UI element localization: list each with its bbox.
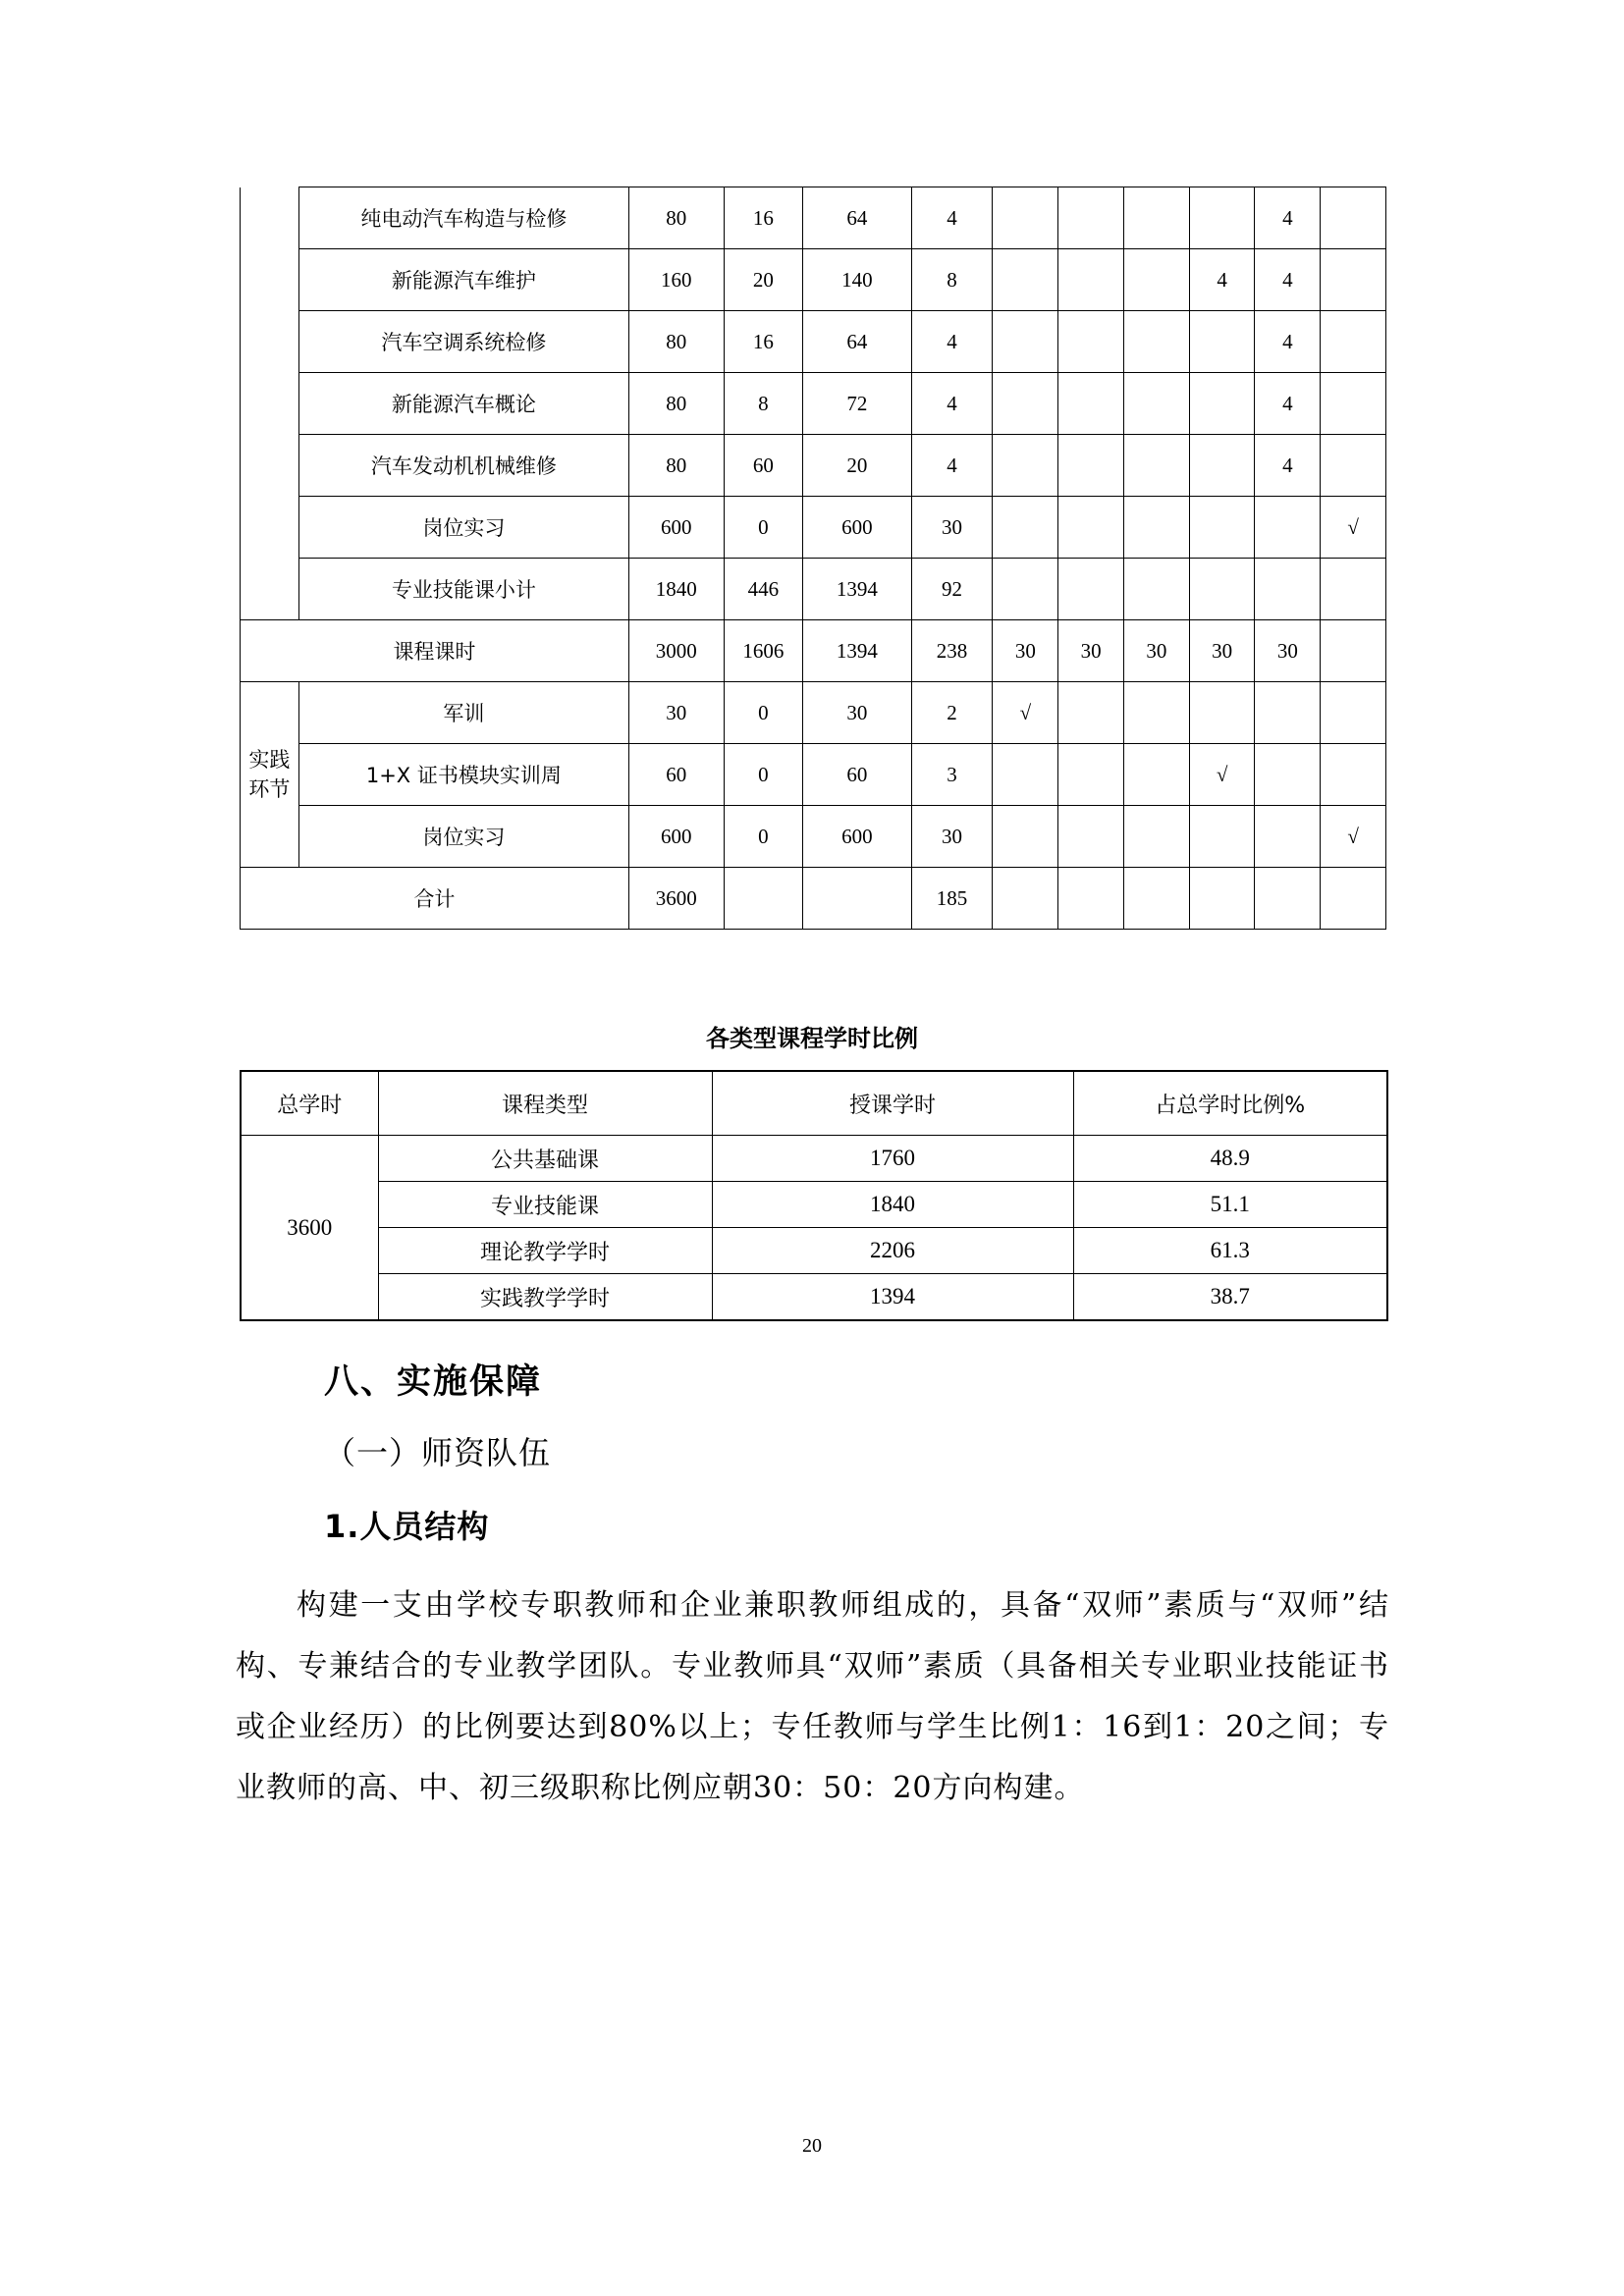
term-5 (1255, 682, 1321, 744)
course-credits: 4 (911, 435, 993, 497)
grand-total-hours: 3600 (628, 868, 724, 930)
subtotal-total: 1840 (628, 559, 724, 620)
course-theory: 0 (724, 497, 803, 559)
term-4 (1189, 187, 1255, 249)
term-3 (1123, 373, 1189, 435)
row-spacer (241, 249, 299, 311)
course-theory: 60 (724, 435, 803, 497)
subsection-heading-one: （一）师资队伍 (324, 1434, 552, 1471)
course-practice: 600 (803, 497, 911, 559)
percent-of-total: 48.9 (1073, 1136, 1387, 1182)
body-paragraph: 构建一支由学校专职教师和企业兼职教师组成的，具备“双师”素质与“双师”结构、专兼结合的专业教学团队。专业教师具“双师”素质（具备相关专业职业技能证书或企业经历）的比例要达到80%以上；专任教师与学生比例1：16到1：20之间；专业教师的高、中、初三级职称比例应朝30：50：20方向构建。 (236, 1588, 1389, 1805)
subtotal-theory: 446 (724, 559, 803, 620)
table-row (241, 1274, 1387, 1321)
course-credits: 4 (911, 311, 993, 373)
practice-name: 岗位实习 (298, 806, 628, 868)
term-6 (1321, 559, 1386, 620)
subtotal-label: 专业技能课小计 (298, 559, 628, 620)
term-4: 30 (1189, 620, 1255, 682)
term-3 (1123, 744, 1189, 806)
section-heading-eight: 八、实施保障 (324, 1362, 543, 1402)
course-credits: 4 (911, 373, 993, 435)
page-number: 20 (802, 2135, 822, 2157)
term-2 (1058, 682, 1124, 744)
course-type: 公共基础课 (378, 1136, 712, 1182)
term-5: 4 (1255, 187, 1321, 249)
course-practice: 64 (803, 187, 911, 249)
table-row (241, 373, 1386, 435)
grand-total-label: 合计 (241, 868, 629, 930)
term-4: 4 (1189, 249, 1255, 311)
table-row (241, 806, 1386, 868)
term-1 (993, 744, 1058, 806)
term-2 (1058, 806, 1124, 868)
course-theory: 8 (724, 373, 803, 435)
term-6 (1321, 373, 1386, 435)
term-3 (1123, 868, 1189, 930)
term-6 (1321, 249, 1386, 311)
term-5 (1255, 806, 1321, 868)
term-5: 4 (1255, 373, 1321, 435)
course-practice: 20 (803, 435, 911, 497)
header-teaching-hours: 授课学时 (712, 1071, 1073, 1136)
practice-total: 30 (628, 682, 724, 744)
term-5 (1255, 559, 1321, 620)
practice-total: 60 (628, 744, 724, 806)
percent-of-total: 38.7 (1073, 1274, 1387, 1321)
term-1: 30 (993, 620, 1058, 682)
term-1 (993, 559, 1058, 620)
term-2 (1058, 868, 1124, 930)
term-4: √ (1189, 744, 1255, 806)
term-3 (1123, 497, 1189, 559)
table-row (241, 249, 1386, 311)
course-name: 汽车发动机机械维修 (298, 435, 628, 497)
practice-theory: 0 (724, 682, 803, 744)
table-row (241, 435, 1386, 497)
grand-total-theory (724, 868, 803, 930)
term-5: 4 (1255, 249, 1321, 311)
term-5 (1255, 744, 1321, 806)
term-5: 30 (1255, 620, 1321, 682)
table-row-subtotal (241, 559, 1386, 620)
practice-practice: 600 (803, 806, 911, 868)
term-4 (1189, 682, 1255, 744)
term-2 (1058, 187, 1124, 249)
grand-total-credits: 185 (911, 868, 993, 930)
header-percent: 占总学时比例% (1073, 1071, 1387, 1136)
term-6 (1321, 187, 1386, 249)
practice-credits: 2 (911, 682, 993, 744)
percent-of-total: 51.1 (1073, 1182, 1387, 1228)
term-3 (1123, 682, 1189, 744)
grand-total-practice (803, 868, 911, 930)
course-hours-credits: 238 (911, 620, 993, 682)
course-total: 600 (628, 497, 724, 559)
term-2 (1058, 497, 1124, 559)
table-row (241, 497, 1386, 559)
course-name: 汽车空调系统检修 (298, 311, 628, 373)
term-5 (1255, 497, 1321, 559)
term-4 (1189, 311, 1255, 373)
term-2 (1058, 435, 1124, 497)
term-2 (1058, 559, 1124, 620)
teaching-hours: 1840 (712, 1182, 1073, 1228)
course-name: 岗位实习 (298, 497, 628, 559)
subtotal-practice: 1394 (803, 559, 911, 620)
term-2 (1058, 249, 1124, 311)
course-credits: 4 (911, 187, 993, 249)
term-6 (1321, 868, 1386, 930)
practice-name: 军训 (298, 682, 628, 744)
course-name: 新能源汽车维护 (298, 249, 628, 311)
term-1: √ (993, 682, 1058, 744)
term-5 (1255, 868, 1321, 930)
term-6 (1321, 744, 1386, 806)
course-hours-theory: 1606 (724, 620, 803, 682)
term-4 (1189, 806, 1255, 868)
term-3 (1123, 435, 1189, 497)
term-6: √ (1321, 497, 1386, 559)
table-row (241, 187, 1386, 249)
table-row (241, 744, 1386, 806)
term-6 (1321, 311, 1386, 373)
table-header-row (241, 1071, 1387, 1136)
term-4 (1189, 435, 1255, 497)
course-hour-ratio-table (240, 1070, 1388, 1321)
table-row (241, 682, 1386, 744)
course-total: 160 (628, 249, 724, 311)
term-2: 30 (1058, 620, 1124, 682)
course-total: 80 (628, 311, 724, 373)
table-row-grandtotal (241, 868, 1386, 930)
item-heading-personnel-structure: 1.人员结构 (324, 1508, 490, 1545)
course-type: 实践教学学时 (378, 1274, 712, 1321)
term-5: 4 (1255, 435, 1321, 497)
practice-total: 600 (628, 806, 724, 868)
term-2 (1058, 311, 1124, 373)
practice-credits: 3 (911, 744, 993, 806)
term-6 (1321, 682, 1386, 744)
practice-theory: 0 (724, 806, 803, 868)
header-course-type: 课程类型 (378, 1071, 712, 1136)
course-total: 80 (628, 187, 724, 249)
table-row-total (241, 620, 1386, 682)
term-5: 4 (1255, 311, 1321, 373)
course-name: 新能源汽车概论 (298, 373, 628, 435)
course-hours-label: 课程课时 (241, 620, 629, 682)
term-6 (1321, 620, 1386, 682)
course-type: 理论教学学时 (378, 1228, 712, 1274)
course-total: 80 (628, 373, 724, 435)
curriculum-table (240, 187, 1386, 930)
practice-practice: 30 (803, 682, 911, 744)
row-spacer (241, 559, 299, 620)
ratio-table-title: 各类型课程学时比例 (706, 1025, 918, 1052)
term-3 (1123, 249, 1189, 311)
total-hours-value: 3600 (241, 1136, 378, 1321)
term-3 (1123, 187, 1189, 249)
term-2 (1058, 744, 1124, 806)
course-type: 专业技能课 (378, 1182, 712, 1228)
course-theory: 16 (724, 311, 803, 373)
course-name: 纯电动汽车构造与检修 (298, 187, 628, 249)
term-4 (1189, 373, 1255, 435)
course-credits: 30 (911, 497, 993, 559)
header-total-hours: 总学时 (241, 1071, 378, 1136)
term-1 (993, 806, 1058, 868)
course-total: 80 (628, 435, 724, 497)
row-spacer (241, 497, 299, 559)
row-spacer (241, 187, 299, 249)
term-3 (1123, 806, 1189, 868)
course-practice: 140 (803, 249, 911, 311)
percent-of-total: 61.3 (1073, 1228, 1387, 1274)
table-row (241, 1136, 1387, 1182)
term-3 (1123, 559, 1189, 620)
row-spacer (241, 373, 299, 435)
term-1 (993, 868, 1058, 930)
practice-theory: 0 (724, 744, 803, 806)
table-row (241, 1182, 1387, 1228)
table-row (241, 311, 1386, 373)
teaching-hours: 1760 (712, 1136, 1073, 1182)
practice-practice: 60 (803, 744, 911, 806)
teaching-hours: 2206 (712, 1228, 1073, 1274)
course-theory: 16 (724, 187, 803, 249)
term-1 (993, 435, 1058, 497)
term-4 (1189, 559, 1255, 620)
course-credits: 8 (911, 249, 993, 311)
term-1 (993, 373, 1058, 435)
term-4 (1189, 868, 1255, 930)
course-hours-practice: 1394 (803, 620, 911, 682)
term-6: √ (1321, 806, 1386, 868)
practice-credits: 30 (911, 806, 993, 868)
subtotal-credits: 92 (911, 559, 993, 620)
course-practice: 64 (803, 311, 911, 373)
term-1 (993, 311, 1058, 373)
practice-section-label: 实践环节 (241, 682, 299, 868)
teaching-hours: 1394 (712, 1274, 1073, 1321)
practice-name: 1+X 证书模块实训周 (298, 744, 628, 806)
course-theory: 20 (724, 249, 803, 311)
term-6 (1321, 435, 1386, 497)
table-row (241, 1228, 1387, 1274)
term-3: 30 (1123, 620, 1189, 682)
term-4 (1189, 497, 1255, 559)
term-3 (1123, 311, 1189, 373)
row-spacer (241, 435, 299, 497)
term-1 (993, 187, 1058, 249)
term-2 (1058, 373, 1124, 435)
term-1 (993, 497, 1058, 559)
course-hours-total: 3000 (628, 620, 724, 682)
row-spacer (241, 311, 299, 373)
term-1 (993, 249, 1058, 311)
course-practice: 72 (803, 373, 911, 435)
